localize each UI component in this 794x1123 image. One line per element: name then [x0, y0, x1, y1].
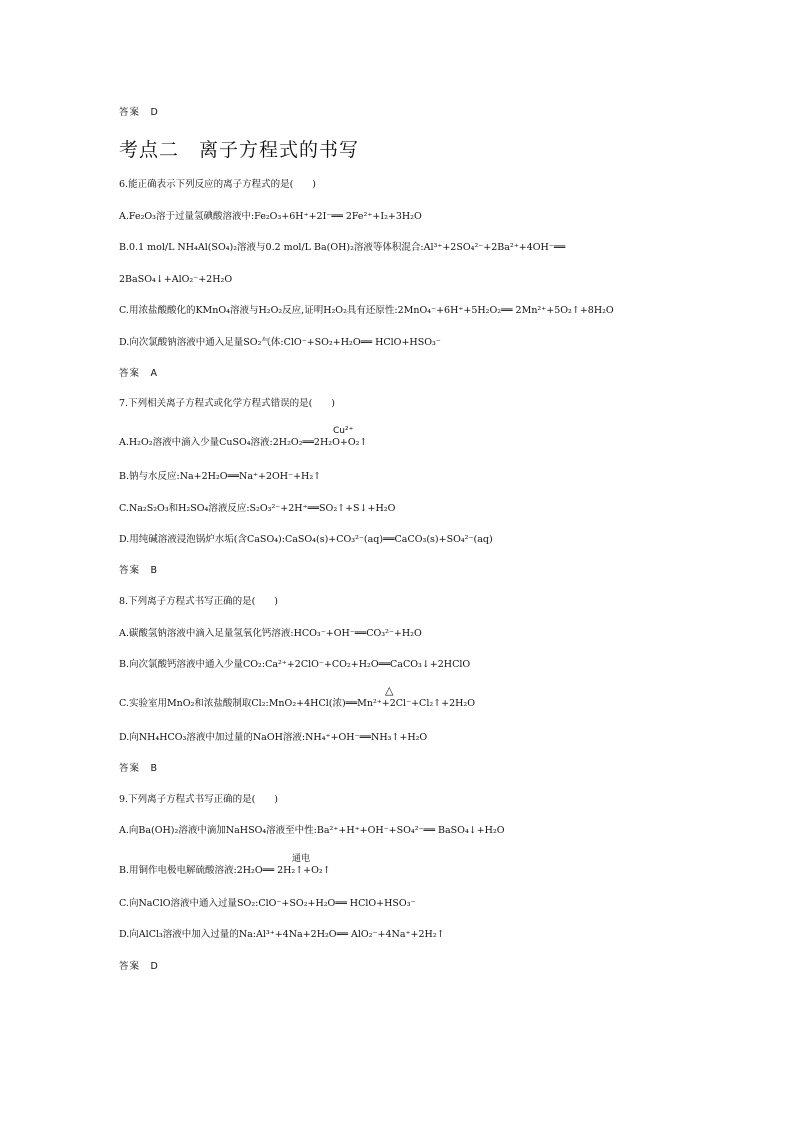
q8-option-a: A.碳酸氢钠溶液中滴入足量氢氧化钙溶液:HCO₃⁻+OH⁻══CO₃²⁻+H₂O — [119, 628, 422, 639]
answer-6: 答案 A — [119, 368, 158, 379]
answer-8: 答案 B — [119, 763, 159, 774]
q8-option-d: D.向NH₄HCO₃溶液中加过量的NaOH溶液:NH₄⁺+OH⁻══NH₃↑+H₂O — [119, 732, 428, 743]
answer-7: 答案 B — [119, 565, 159, 576]
q7-option-a: A.H₂O₂溶液中滴入少量CuSO₄溶液:2H₂O₂══2H₂O+O₂↑ — [119, 437, 368, 448]
q7-a-catalyst-label: Cu²⁺ — [333, 426, 354, 436]
q6-option-b-line1: B.0.1 mol/L NH₄Al(SO₄)₂溶液与0.2 mol/L Ba(OH)₂溶液等体积混合:Al³⁺+2SO₄²⁻+2Ba²⁺+4OH⁻══ — [119, 242, 566, 253]
section-title: 考点二 离子方程式的书写 — [119, 139, 360, 161]
q7-option-d: D.用纯碱溶液浸泡锅炉水垢(含CaSO₄):CaSO₄(s)+CO₃²⁻(aq)══CaCO₃(s)+SO₄²⁻(aq) — [119, 534, 493, 545]
q9-option-a: A.向Ba(OH)₂溶液中滴加NaHSO₄溶液至中性:Ba²⁺+H⁺+OH⁻+SO₄²⁻══ BaSO₄↓+H₂O — [119, 825, 505, 836]
answer-5: 答案 D — [119, 107, 159, 118]
q6-option-c: C.用浓盐酸酸化的KMnO₄溶液与H₂O₂反应,证明H₂O₂具有还原性:2MnO₄⁻+6H⁺+5H₂O₂══ 2Mn²⁺+5O₂↑+8H₂O — [119, 305, 614, 316]
q6-stem: 6.能正确表示下列反应的离子方程式的是( ) — [119, 179, 316, 190]
q7-option-b: B.钠与水反应:Na+2H₂O══Na⁺+2OH⁻+H₂↑ — [119, 471, 322, 482]
q9-option-d: D.向AlCl₃溶液中加入过量的Na:Al³⁺+4Na+2H₂O══ AlO₂⁻+4Na⁺+2H₂↑ — [119, 929, 445, 940]
q8-option-c: C.实验室用MnO₂和浓盐酸制取Cl₂:MnO₂+4HCl(浓)══Mn²⁺+2Cl⁻+Cl₂↑+2H₂O — [119, 698, 476, 709]
q9-b-electrolysis-label: 通电 — [292, 854, 311, 864]
q8-stem: 8.下列离子方程式书写正确的是( ) — [119, 596, 278, 607]
q9-option-b: B.用铜作电极电解硫酸溶液:2H₂O══ 2H₂↑+O₂↑ — [119, 865, 331, 876]
q7-stem: 7.下列相关离子方程式或化学方程式错误的是( ) — [119, 398, 335, 409]
answer-9: 答案 D — [119, 961, 159, 972]
q8-c-heat-symbol: △ — [385, 684, 394, 697]
q7-option-c: C.Na₂S₂O₃和H₂SO₄溶液反应:S₂O₃²⁻+2H⁺══SO₂↑+S↓+H₂O — [119, 503, 396, 514]
q8-option-b: B.向次氯酸钙溶液中通入少量CO₂:Ca²⁺+2ClO⁻+CO₂+H₂O══CaCO₃↓+2HClO — [119, 659, 471, 670]
q6-option-b-line2: 2BaSO₄↓+AlO₂⁻+2H₂O — [119, 274, 233, 285]
q6-option-d: D.向次氯酸钠溶液中通入足量SO₂气体:ClO⁻+SO₂+H₂O══ HClO+HSO₃⁻ — [119, 337, 441, 348]
q6-option-a: A.Fe₂O₃溶于过量氢碘酸溶液中:Fe₂O₃+6H⁺+2I⁻══ 2Fe²⁺+I₂+3H₂O — [119, 211, 422, 222]
q9-stem: 9.下列离子方程式书写正确的是( ) — [119, 794, 278, 805]
q9-option-c: C.向NaClO溶液中通入过量SO₂:ClO⁻+SO₂+H₂O══ HClO+HSO₃⁻ — [119, 898, 416, 909]
